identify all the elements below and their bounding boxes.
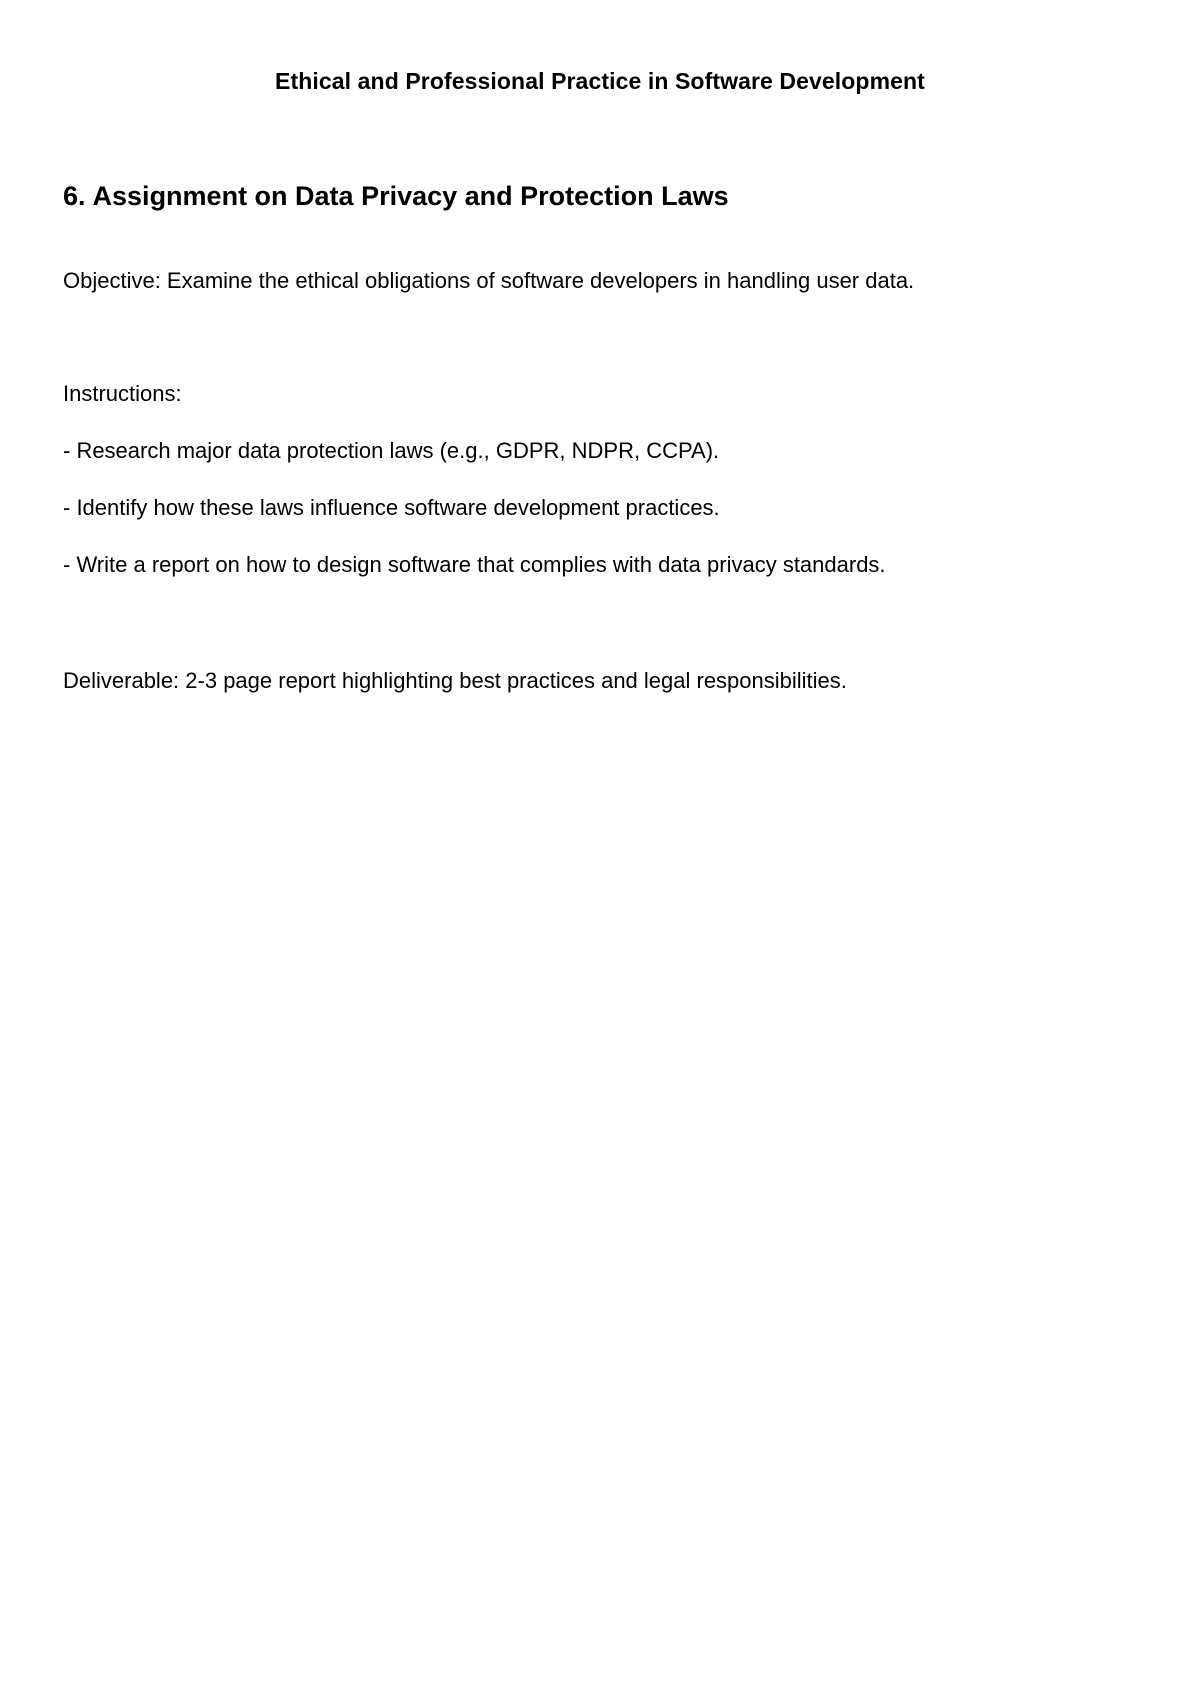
section-number: 6. <box>63 181 86 211</box>
document-header: Ethical and Professional Practice in Software Development <box>275 68 925 94</box>
section-title: Assignment on Data Privacy and Protection Laws <box>92 181 729 211</box>
deliverable-text: Deliverable: 2-3 page report highlighting best practices and legal responsibilities. <box>63 668 847 693</box>
section-heading <box>63 181 729 212</box>
instructions-label: Instructions: <box>63 381 182 406</box>
instruction-item: - Research major data protection laws (e.g., GDPR, NDPR, CCPA). <box>63 438 720 463</box>
instruction-item: - Identify how these laws influence software development practices. <box>63 495 720 520</box>
instruction-item: - Write a report on how to design software that complies with data privacy standards. <box>63 552 886 577</box>
objective-text: Objective: Examine the ethical obligations of software developers in handling user data. <box>63 268 915 293</box>
